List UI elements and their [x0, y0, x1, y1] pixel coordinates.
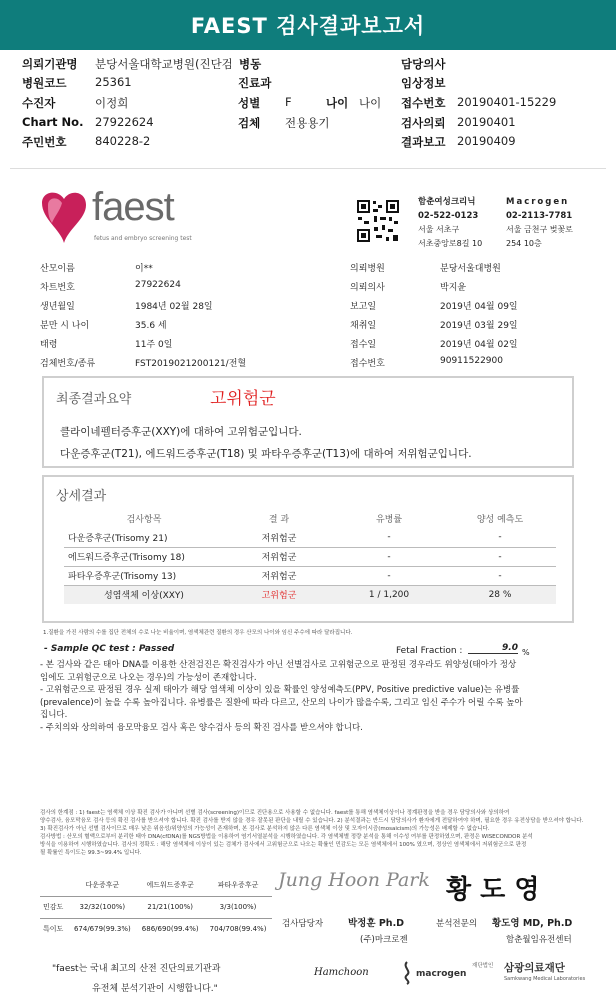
clinical-label: 임상정보 — [401, 76, 446, 90]
hamchoon-logo: Hamchoon — [314, 967, 369, 978]
ward-label: 병동 — [239, 57, 262, 71]
patient-value: 이정희 — [95, 96, 129, 110]
signature-park: Jung Hoon Park — [278, 869, 430, 891]
summary-risk: 고위험군 — [210, 389, 276, 409]
faest-logo — [34, 183, 194, 253]
notes — [40, 659, 580, 734]
detail-row: 파타우증후군(Trisomy 13) 저위험군 - - — [64, 566, 556, 585]
lab2-name: Macrogen — [506, 197, 570, 207]
samkwang-logo-sub: Samkwang Medical Laboratories — [504, 976, 586, 982]
lab1-addr1: 서울 서초구 — [418, 225, 460, 234]
age-label: 나이 — [326, 96, 349, 110]
qr-code-icon — [356, 199, 400, 243]
institution-label: 의뢰기관명 — [22, 57, 78, 71]
footer-quote-1: "faest는 국내 최고의 산전 진단의료기관과 — [52, 964, 221, 974]
stats-table: 다운증후군 에드워드증후군 파타우증후군 민감도 32/32(100%) 21/21(100%) 3/3(100%) 특이도 674/679(99.3%) 686/690(99.4%) 704/708(99.4%) — [40, 874, 272, 940]
lab1-name: 함춘여성크리닉 — [418, 197, 476, 207]
specimen-label: 검체 — [238, 116, 261, 130]
age-value: 나이 — [359, 96, 382, 110]
request-date-label: 검사의뢰 — [401, 116, 446, 130]
detail-row: 에드워드증후군(Trisomy 18) 저위험군 - - — [64, 547, 556, 566]
lab1-phone: 02-522-0123 — [418, 211, 479, 221]
id-value: 840228-2 — [95, 134, 151, 148]
analyst-org: (주)마크로젠 — [360, 935, 408, 945]
macrogen-logo-icon — [400, 961, 414, 985]
ff-label: Fetal Fraction : — [396, 646, 463, 656]
summary-title: 최종결과요약 — [56, 392, 132, 407]
lab2-phone: 02-2113-7781 — [506, 211, 573, 221]
note-line: - 본 검사와 같은 태아 DNA를 이용한 산전검진은 확진검사가 아닌 선별검사로 고위험군으로 판정된 경우라도 위양성(태아가 정상 — [40, 660, 517, 670]
hospital-code-label: 병원코드 — [22, 76, 67, 90]
ff-value: 9.0 — [468, 643, 518, 654]
report-date-value: 20190409 — [457, 134, 516, 148]
request-meta — [0, 52, 616, 152]
analyst-label: 검사담당자 — [282, 919, 324, 929]
patient-label: 수진자 — [22, 96, 56, 110]
note-line: 임에도 고위험군으로 나오는 경우)의 가능성이 존재합니다. — [40, 672, 257, 683]
fine-print: 검사의 한계점 : 1) faest는 염색체 이상 확진 검사가 아니며 선별 검사(screening)이므로 진단용으로 사용할 수 없습니다. faest를 통해 염색체이상이나 정계판정을 받을 경우 담당의사와 상의하여 양수검사, 융모막융모 검사 등의 확진 검사를 받으셔야 합니다. 확진 검사를 받지 않을 경우 잘못된 판단을 내릴 수 있습니다. 2) 분석결과는 반드시 담당의사가 환자에게 전달하여야 하며, 필요한 경우 유전상담을 받으셔야 합니다. 3) 확진검사가 아닌 선별 검사이므로 매우 낮은 위음성/위양성의 가능성이 존재하며, 본 검사로 분석하지 않은 다른 염색체 이상 및 모자이시즘(mosaicism)의 가능성은 배제할 수 없습니다. 검사방법 : 산모의 혈액으로부터 분리한 태아 DNA(cfDNA)를 NGS방법을 이용하여 염기서열분석을 시행하였습니다. 각 염색체별 정량 분석을 통해 이수성 여부를 판정하였으며, 판정은 WISECONDOR 분석 방식을 이용하여 시행하였습니다. 검사의 정확도 : 해당 염색체에 이상이 있는 검체가 검사에서 고위험군으로 나오는 확률인 민감도는 모든 염색체에서 100% 였으며, 정상인 염색체에서 저위험군으로 판정 될 확률인 특이도는 99.3~99.4% 입니다. — [40, 810, 584, 856]
summary-line1: 클라이네펠터증후군(XXY)에 대하여 고위험군입니다. — [60, 426, 302, 438]
samkwang-logo: 삼광의료재단 — [504, 962, 565, 974]
chart-value: 27922624 — [95, 115, 154, 129]
detail-box — [42, 475, 574, 623]
detail-row: 다운증후군(Trisomy 21) 저위험군 - - — [64, 528, 556, 547]
expert-name: 황도영 MD, Ph.D — [492, 918, 573, 929]
detail-table — [64, 509, 556, 604]
lab2-addr1: 서울 금천구 벚꽃로 — [506, 225, 573, 234]
summary-line2: 다운증후군(T21), 에드워드증후군(T18) 및 파타우증후군(T13)에 대하여 저위험군입니다. — [60, 448, 472, 460]
institution-value: 분당서울대학교병원(진단검 — [95, 57, 233, 71]
lab2-addr2: 254 10층 — [506, 239, 542, 248]
receipt-no-label: 접수번호 — [401, 96, 446, 110]
chart-label: Chart No. — [22, 115, 84, 129]
report-header: FAEST 검사결과보고서 — [0, 0, 616, 50]
specimen-value: 전용용기 — [285, 116, 330, 130]
lab1-contact — [418, 195, 482, 251]
detail-row-highlight: 성염색체 이상(XXY) 고위험군 1 / 1,200 28 % — [64, 585, 556, 604]
samkwang-logo-top: 재단법인 — [472, 963, 494, 969]
detail-header-row: 검사항목 결 과 유병률 양성 예측도 — [126, 515, 524, 525]
detail-title: 상세결과 — [56, 489, 107, 504]
expert-label: 분석전문의 — [436, 919, 478, 929]
ff-unit: % — [522, 648, 530, 657]
faest-report-page: faest fetus and embryo screening test 함춘여성크리닉 02-522-0123 서울 서초구 서초중앙로8길 10 Macrogen 02-2113-7781 서울 금천구 벚꽃로 254 10층 산모이름 이** 의뢰병원 분당서울대병원 차트번호 27922624 의뢰의사 박지윤 생년월일 1984년 02월 28일 보고일 2019년 04월 09일 분만 시 나이 35.6 세 채취일 2019년 03월 29일 태령 11주 0일 접수일 2019년 04월 02일 검체번호/종류 FST2019021200121/전혈 접수번호 90911522900 최종결과요약 고위험군 클라이네펠터증후군(XXY)에 대하여 고위험군입니다. 다운증후군(T21), 에드워드증후군(T18) 및 파타우증후군(T13)에 대하여 저위험군입니다. 상세결과 검사항목 결 과 유병률 양성 예측도 다운증후군(Trisomy 21) 저위험군 - - 에드워드증후군(Trisomy 18) 저위험군 - - 파타우증후군(Trisomy 13) 저위험군 - - 성염색체 이상(XXY) 고위험군 1 / 1,200 28 % 1.질환을 가진 사람의 수를 집단 전체의 수로 나눈 비율이며, 염색체관련 질환의 경우 산모의 나이와 임신 주수에 따라 달라집니다. - Sample QC test : Passed Fetal Fraction : 9.0 % - 본 검사와 같은 태아 DNA를 이용한 산전검진은 확진검사가 아닌 선별검사로 고위험군으로 판정된 경우라도 위양성(태아가 정상 임에도 고위험군으로 나오는 경우)의 가능성이 존재합니다. - 고위험군으로 판정된 경우 실제 태아가 해당 염색체 이상이 있을 확률인 양성예측도(PPV, Positive predictive value)는 유병률 (prevalence)이 높을 수록 높아집니다. 유병률은 질환에 따라 다르고, 산모의 나이가 많을수록, 그리고 임신 주수가 어릴 수록 높아 집니다. - 주치의와 상의하여 융모막융모 검사 혹은 양수검사 등의 확진 검사를 받으셔야 합니다. 검사의 한계점 : 1) faest는 염색체 이상 확진 검사가 아니며 선별 검사(screening)이므로 진단용으로 사용할 수 없습니다. faest를 통해 염색체이상이나 정계판정을 받을 경우 담당의사와 상의하여 양수검사, 융모막융모 검사 등의 확진 검사를 받으셔야 합니다. 확진 검사를 받지 않을 경우 잘못된 판단을 내릴 수 있습니다. 2) 분석결과는 반드시 담당의사가 환자에게 전달하여야 하며, 필요한 경우 유전상담을 받으셔야 합니다. 3) 확진검사가 아닌 선별 검사이므로 매우 낮은 위음성/위양성의 가능성이 존재하며, 본 검사로 분석하지 않은 다른 염색체 이상 및 모자이시즘(mosaicism)의 가능성은 배제할 수 없습니다. 검사방법 : 산모의 혈액으로부터 분리한 태아 DNA(cfDNA)를 NGS방법을 이용하여 염기서열분석을 시행하였습니다. 각 염색체별 정량 분석을 통해 이수성 여부를 판정하였으며, 판정은 WISECONDOR 분석 방식을 이용하여 시행하였습니다. 검사의 정확도 : 해당 염색체에 이상이 있는 검체가 검사에서 고위험군으로 나오는 확률인 민감도는 모든 염색체에서 100% 였으며, 정상인 염색체에서 저위험군으로 판정 될 확률인 특이도는 99.3~99.4% 입니다. 다운증후군 에드워드증후군 파타우증후군 민감도 32/32(100%) 21/21(100%) 3/3(100%) 특이도 674/679(99.3%) 686/690(99.4%) 704/708(99.4%) Jung Hoon Park 황 도 영 검사담당자 박정훈 Ph.D (주)마크로젠 분석전문의 황도영 MD, Ph.D 함춘월임유전센터 "faest는 국내 최고의 산전 진단의료기관과 유전체 분석기관이 시행합니다." Hamchoon macrogen 재단법인 삼광의료재단 Samkwang Medical Laboratories — [10, 168, 606, 998]
dept-label: 진료과 — [238, 76, 272, 90]
summary-box — [42, 376, 574, 468]
receipt-no-value: 20190401-15229 — [457, 95, 557, 109]
doctor-label: 담당의사 — [401, 57, 446, 71]
id-label: 주민번호 — [22, 135, 67, 149]
note-line: - 주치의와 상의하여 융모막융모 검사 혹은 양수검사 등의 확진 검사를 받으셔야 합니다. — [40, 722, 363, 733]
expert-org: 함춘월임유전센터 — [506, 935, 572, 945]
request-date-value: 20190401 — [457, 115, 516, 129]
footer-quote-2: 유전체 분석기관이 시행합니다." — [92, 984, 218, 994]
note-line: 집니다. — [40, 710, 68, 720]
qc-label: - Sample QC test : Passed — [44, 644, 175, 654]
sex-label: 성별 — [238, 96, 261, 110]
report-date-label: 결과보고 — [401, 135, 446, 149]
faest-wordmark: faest — [92, 185, 174, 229]
analyst-name: 박정훈 Ph.D — [348, 918, 405, 929]
note-line: (prevalence)이 높을 수록 높아집니다. 유병률은 질환에 따라 다르고, 산모의 나이가 많을수록, 그리고 임신 주수가 어릴 수록 높아 — [40, 697, 523, 708]
hospital-code-value: 25361 — [95, 75, 132, 89]
signature-hwang: 황 도 영 — [446, 875, 540, 905]
faest-tagline: fetus and embryo screening test — [94, 235, 192, 242]
detail-footnote: 1.질환을 가진 사람의 수를 집단 전체의 수로 나눈 비율이며, 염색체관련 질환의 경우 산모의 나이와 임신 주수에 따라 달라집니다. — [43, 630, 353, 636]
macrogen-logo: macrogen — [416, 969, 467, 979]
lab2-contact — [506, 195, 573, 251]
lab1-addr2: 서초중앙로8길 10 — [418, 239, 483, 248]
note-line: - 고위험군으로 판정된 경우 실제 태아가 해당 염색체 이상이 있을 확률인 양성예측도(PPV, Positive predictive value)는 유병률 — [40, 685, 520, 695]
sex-value: F — [285, 95, 292, 109]
